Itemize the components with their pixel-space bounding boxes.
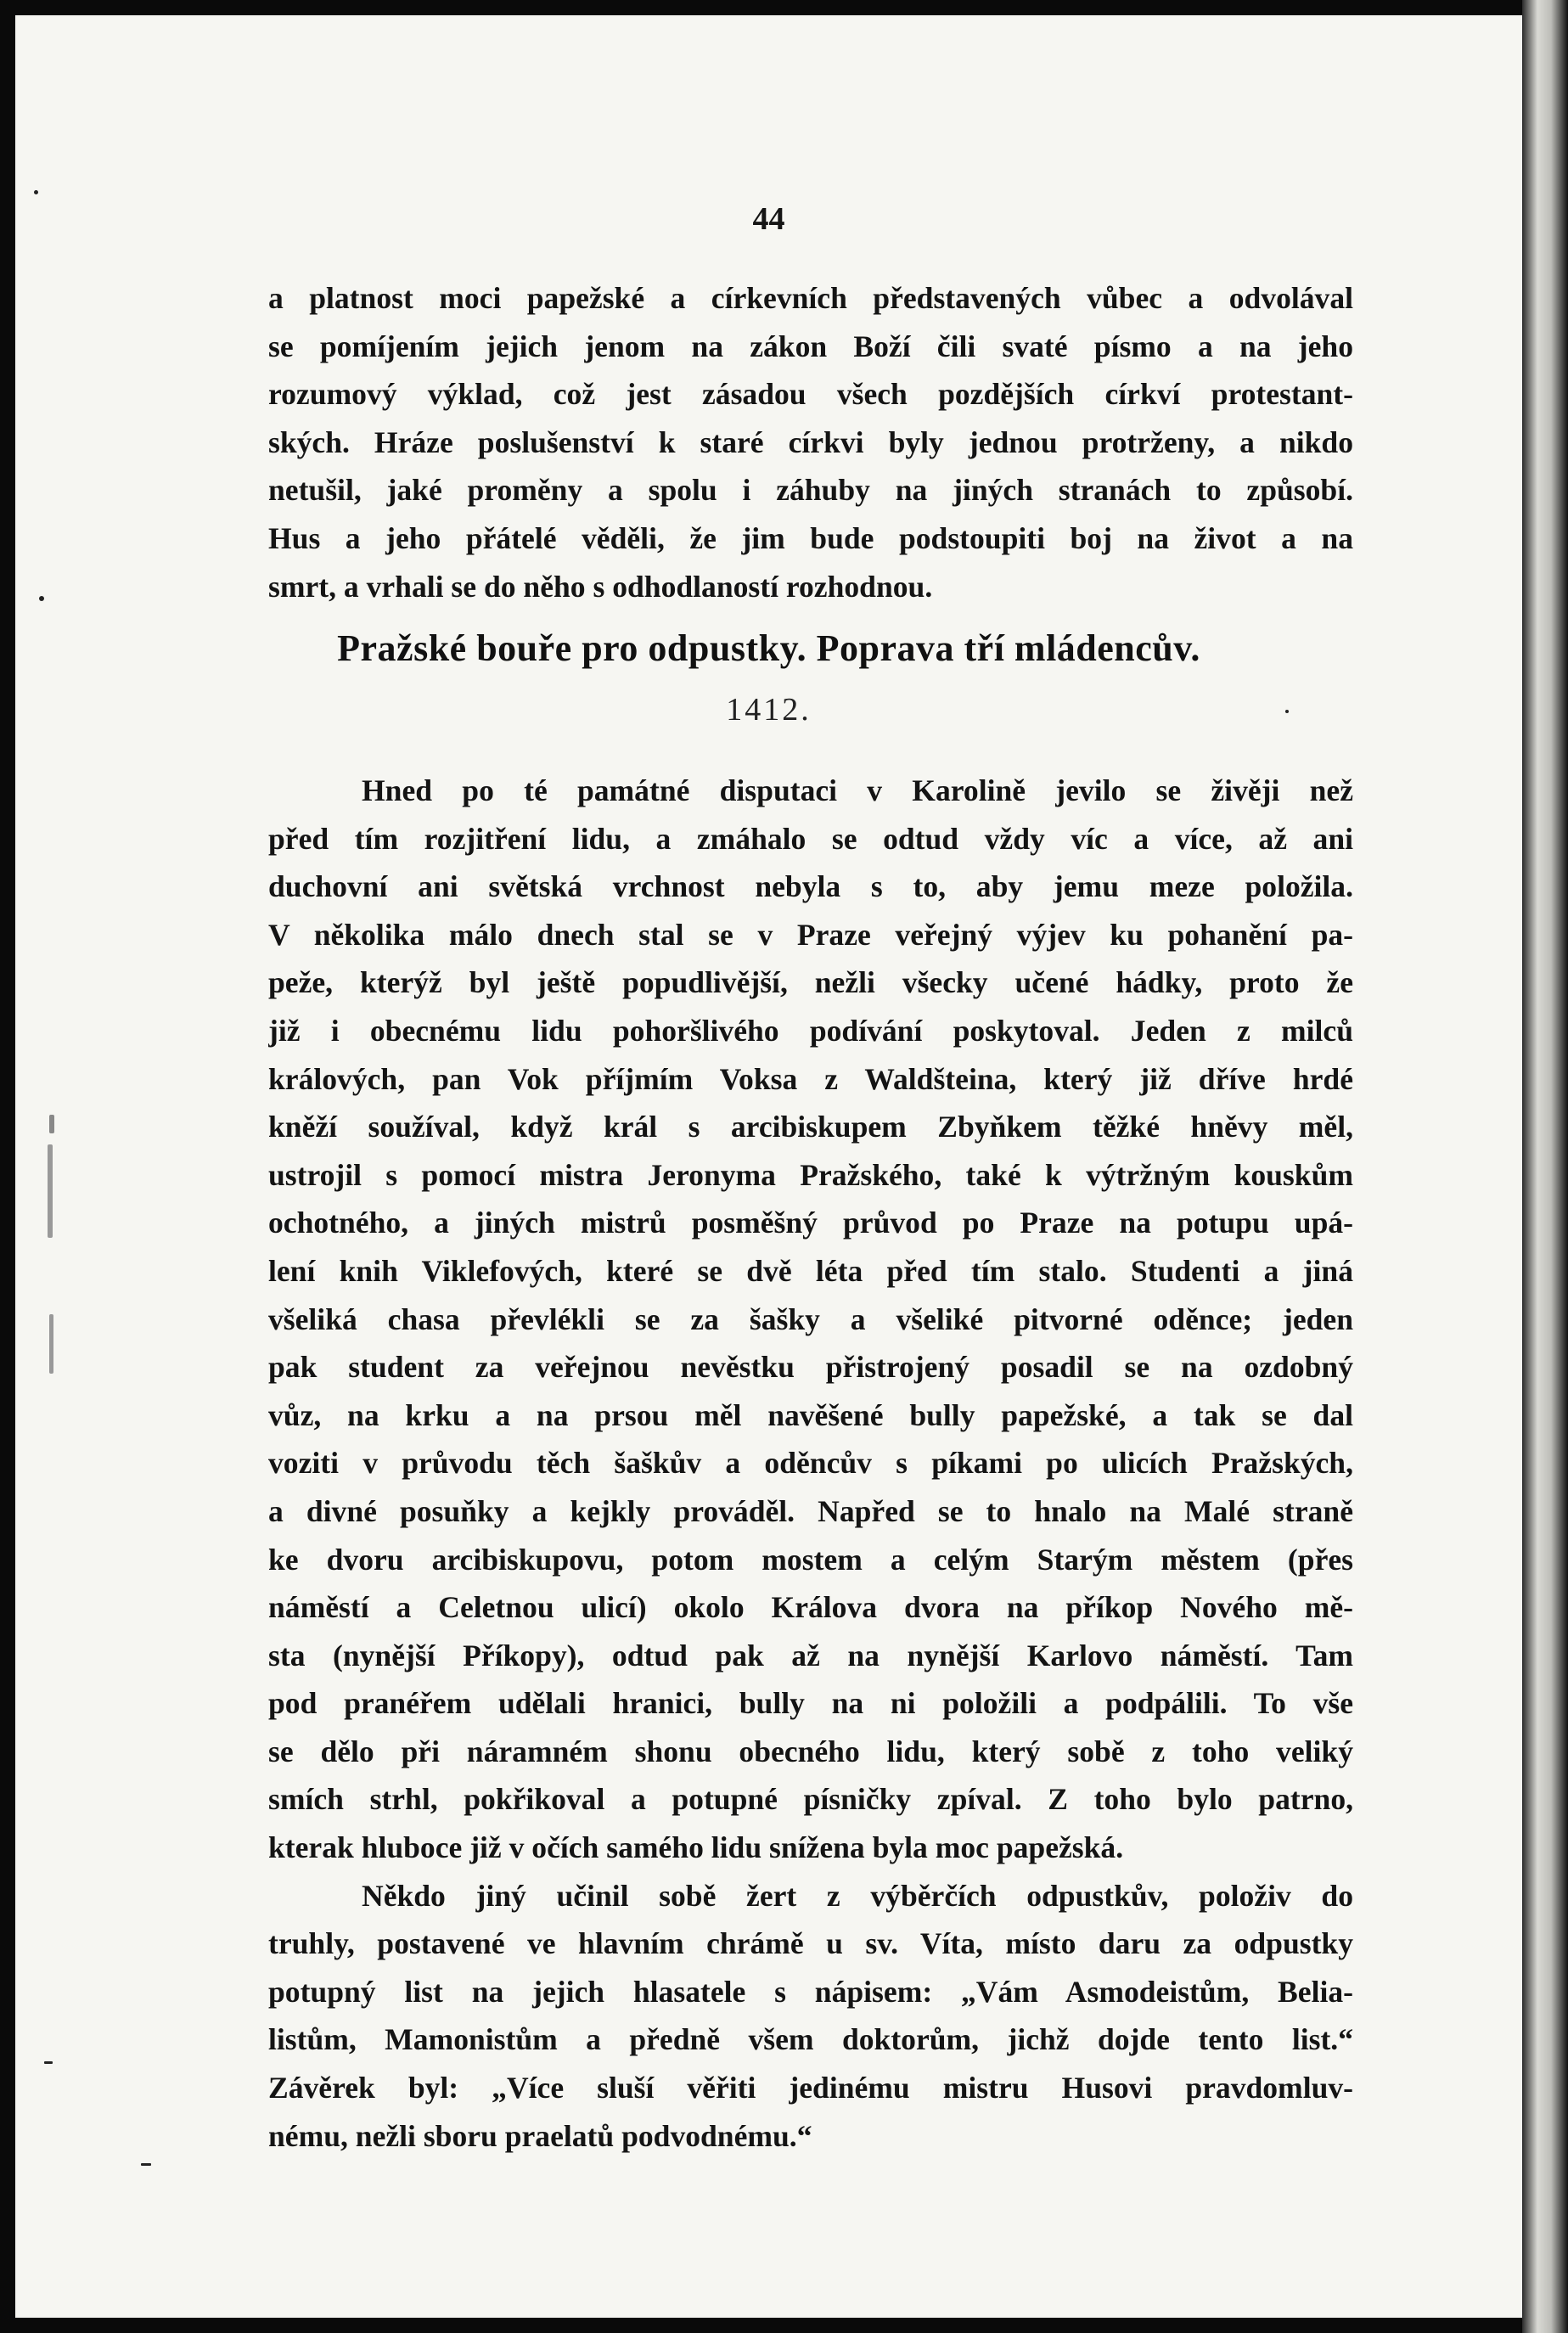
adjacent-page-edge [1522, 0, 1568, 2333]
text-line: Hned po té památné disputaci v Karolině jevilo se živěji než [362, 773, 1353, 807]
text-line: duchovní ani světská vrchnost nebyla s to, aby jemu meze položila. [268, 869, 1353, 904]
text-line: a divné posuňky a kejkly prováděl. Napřed se to hnalo na Malé straně [268, 1493, 1353, 1528]
text-line: smrt, a vrhali se do něho s odhodlaností rozhodnou. [268, 569, 933, 604]
text-line: vůz, na krku a na prsou měl navěšené bully papežské, a tak se dal [268, 1397, 1353, 1432]
text-line: se pomíjením jejich jenom na zákon Boží čili svaté písmo a na jeho [268, 329, 1353, 363]
text-line: truhly, postavené ve hlavním chrámě u sv. Víta, místo daru za odpustky [268, 1926, 1353, 1961]
text-line: králových, pan Vok příjmím Voksa z Waldšteina, který již dříve hrdé [268, 1061, 1353, 1096]
text-line: a platnost moci papežské a církevních představených vůbec a odvolával [268, 281, 1353, 315]
paper-speck [1285, 710, 1289, 713]
text-line: Hus a jeho přátelé věděli, že jim bude podstoupiti boj na život a na [268, 520, 1353, 555]
text-line: před tím rozjitření lidu, a zmáhalo se odtud vždy víc a více, až ani [268, 821, 1353, 856]
paper-speck [49, 1115, 54, 1133]
text-line: náměstí a Celetnou ulicí) okolo Králova dvora na příkop Nového mě- [268, 1590, 1353, 1625]
book-page [15, 15, 1522, 2318]
text-line: kněží soužíval, když král s arcibiskupem Zbyňkem těžké hněvy měl, [268, 1110, 1353, 1144]
text-line: nému, nežli sboru praelatů podvodnému.“ [268, 2118, 812, 2153]
section-heading: Pražské bouře pro odpustky. Poprava tří mládencův. [337, 627, 1200, 669]
text-line: voziti v průvodu těch šaškův a oděncův s píkami po ulicích Pražských, [268, 1446, 1353, 1481]
text-line: smích strhl, pokřikoval a potupné písničky zpíval. Z toho bylo patrno, [268, 1782, 1353, 1817]
text-line: peže, kterýž byl ještě popudlivější, nežli všecky učené hádky, proto že [268, 965, 1353, 1000]
text-line: pak student za veřejnou nevěstku přistrojený posadil se na ozdobný [268, 1350, 1353, 1385]
text-line: netušil, jaké proměny a spolu i záhuby na jiných stranách to způsobí. [268, 473, 1353, 508]
paragraph-main [268, 767, 1353, 2160]
text-line: ustrojil s pomocí mistra Jeronyma Pražského, také k výtržným kouskům [268, 1157, 1353, 1192]
text-line: V několika málo dnech stal se v Praze veřejný výjev ku pohanění pa- [268, 917, 1353, 952]
text-line: potupný list na jejich hlasatele s nápisem: „Vám Asmodeistům, Belia- [268, 1974, 1353, 2009]
text-line: pod pranéřem udělali hranici, bully na ni položili a podpálili. To vše [268, 1686, 1353, 1721]
paper-speck [48, 1144, 53, 1238]
paper-speck [44, 2061, 53, 2064]
text-line: ských. Hráze poslušenství k staré církvi byly jednou protrženy, a nikdo [268, 424, 1353, 459]
page-number: 44 [752, 201, 785, 237]
text-line: Závěrek byl: „Více sluší věřiti jedinému mistru Husovi pravdomluv- [268, 2071, 1353, 2105]
text-line: Někdo jiný učinil sobě žert z výběrčích odpustkův, položiv do [362, 1878, 1353, 1913]
paper-speck [39, 596, 44, 601]
text-line: ochotného, a jiných mistrů posměšný průvod po Praze na potupu upá- [268, 1206, 1353, 1240]
paragraph-top [268, 274, 1353, 610]
text-line: lení knih Viklefových, které se dvě léta před tím stalo. Studenti a jiná [268, 1253, 1353, 1288]
section-year: 1412. [726, 692, 812, 728]
text-line: rozumový výklad, což jest zásadou všech pozdějších církví protestant- [268, 377, 1353, 412]
text-line: se dělo při náramném shonu obecného lidu, který sobě z toho veliký [268, 1734, 1353, 1768]
paper-speck [49, 1314, 53, 1374]
text-line: všeliká chasa převlékli se za šašky a všeliké pitvorné oděnce; jeden [268, 1301, 1353, 1336]
text-line: sta (nynější Příkopy), odtud pak až na nynější Karlovo náměstí. Tam [268, 1638, 1353, 1672]
text-line: listům, Mamonistům a předně všem doktorům, jichž dojde tento list.“ [268, 2022, 1353, 2057]
paper-speck [34, 190, 38, 194]
text-line: ke dvoru arcibiskupovu, potom mostem a celým Starým městem (přes [268, 1542, 1353, 1577]
paper-speck [141, 2163, 151, 2166]
text-line: již i obecnému lidu pohoršlivého podívání poskytoval. Jeden z milců [268, 1013, 1353, 1048]
text-line: kterak hluboce již v očích samého lidu snížena byla moc papežská. [268, 1830, 1124, 1865]
